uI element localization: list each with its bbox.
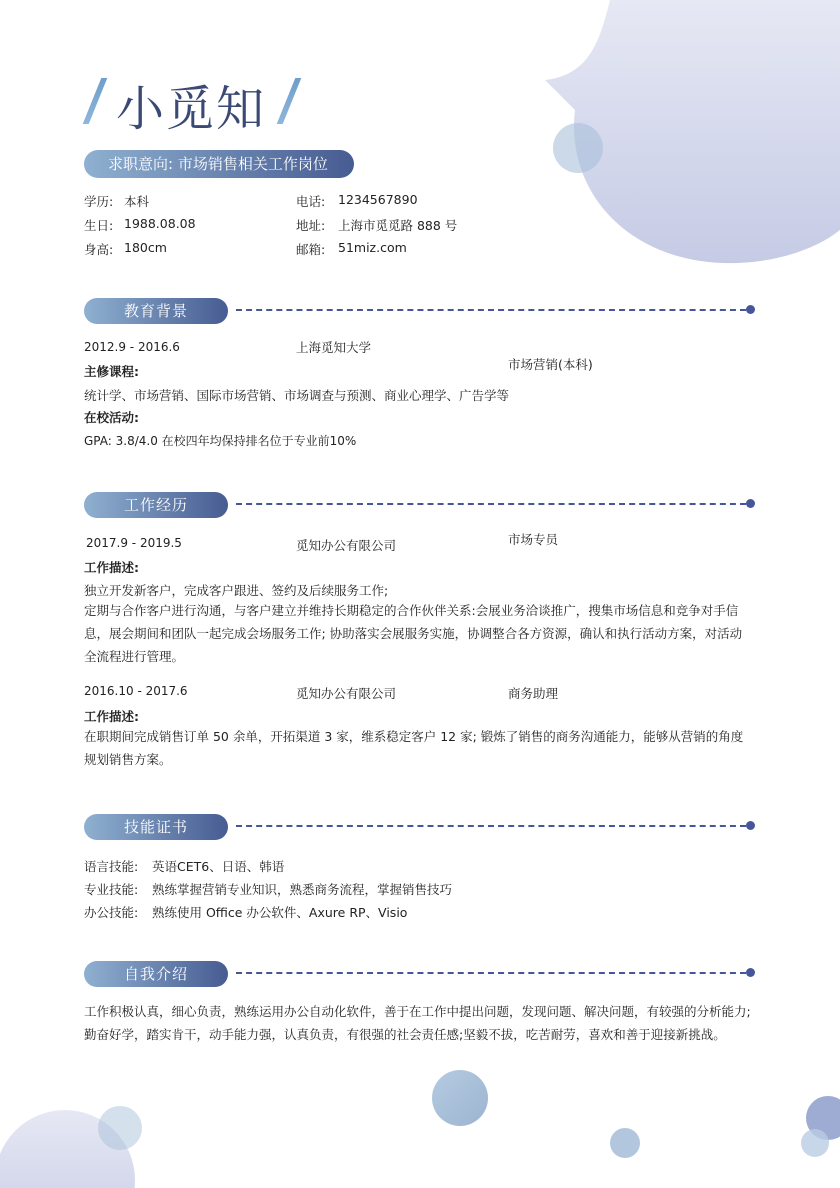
section-divider <box>236 825 746 827</box>
candidate-name: 小觅知 <box>116 81 267 137</box>
edu-school: 上海觅知大学 <box>296 340 372 355</box>
job-desc-label: 工作描述: <box>84 709 139 724</box>
height-label: 身高: <box>84 242 114 257</box>
email-value: 51miz.com <box>338 240 407 255</box>
section-title-education: 教育背景 <box>84 298 228 324</box>
bottom-left-small-bubble <box>98 1106 142 1150</box>
divider-dot <box>746 499 755 508</box>
job-desc-paragraph: 定期与合作客户进行沟通，与客户建立并维持长期稳定的合作伙伴关系:会展业务洽谈推广，搜集市场信息和竞争对手信息，展会期间和团队一起完成会场服务工作; 协助落实会展服务实施，协调整合各方资源，确认和执行活动方案，对活动全流程进行管理。 <box>84 603 743 664</box>
job-company: 觅知办公有限公司 <box>296 686 397 701</box>
courses-value: 统计学、市场营销、国际市场营销、市场调查与预测、商业心理学、广告学等 <box>84 388 510 403</box>
skill-label: 办公技能: <box>84 905 139 920</box>
divider-dot <box>746 821 755 830</box>
bottom-center-small-bubble <box>610 1128 640 1158</box>
birth-label: 生日: <box>84 218 114 233</box>
skill-label: 语言技能: <box>84 859 139 874</box>
address-label: 地址: <box>296 218 326 233</box>
activities-label: 在校活动: <box>84 410 139 425</box>
job-period: 2017.9 - 2019.5 <box>86 536 182 550</box>
bottom-right-small-bubble <box>801 1129 829 1157</box>
job-intent-badge: 求职意向: 市场销售相关工作岗位 <box>84 150 354 178</box>
divider-dot <box>746 305 755 314</box>
section-title-work: 工作经历 <box>84 492 228 518</box>
education-label: 学历: <box>84 194 114 209</box>
job-period: 2016.10 - 2017.6 <box>84 684 188 698</box>
job-company: 觅知办公有限公司 <box>296 538 397 553</box>
birth-value: 1988.08.08 <box>124 216 196 231</box>
courses-label: 主修课程: <box>84 364 139 379</box>
self-introduction: 工作积极认真，细心负责，熟练运用办公自动化软件，善于在工作中提出问题，发现问题、解决问题，有较强的分析能力;勤奋好学，踏实肯干，动手能力强，认真负责，有很强的社会责任感;坚毅不拔，吃苦耐劳，喜欢和善于迎接新挑战。 <box>84 1004 751 1042</box>
job-desc-label: 工作描述: <box>84 560 139 575</box>
activities-value: GPA: 3.8/4.0 在校四年均保持排名位于专业前10% <box>84 434 357 448</box>
edu-period: 2012.9 - 2016.6 <box>84 340 180 354</box>
section-title-skills: 技能证书 <box>84 814 228 840</box>
job-position: 商务助理 <box>508 686 559 701</box>
section-divider <box>236 972 746 974</box>
divider-dot <box>746 968 755 977</box>
education-value: 本科 <box>124 194 150 209</box>
height-value: 180cm <box>124 240 167 255</box>
small-bubble-top <box>553 123 603 173</box>
job-position: 市场专员 <box>508 532 559 547</box>
skill-value: 熟练掌握营销专业知识，熟悉商务流程，掌握销售技巧 <box>152 882 453 897</box>
skill-label: 专业技能: <box>84 882 139 897</box>
bottom-center-bubble <box>432 1070 488 1126</box>
skill-value: 英语CET6、日语、韩语 <box>152 859 285 874</box>
job-desc-paragraph: 在职期间完成销售订单 50 余单，开拓渠道 3 家，维系稳定客户 12 家; 锻炼了销售的商务沟通能力，能够从营销的角度规划销售方案。 <box>84 729 744 767</box>
phone-label: 电话: <box>296 194 326 209</box>
section-title-about: 自我介绍 <box>84 961 228 987</box>
email-label: 邮箱: <box>296 242 326 257</box>
skill-value: 熟练使用 Office 办公软件、Axure RP、Visio <box>152 905 408 920</box>
edu-major: 市场营销(本科) <box>508 357 593 372</box>
section-divider <box>236 503 746 505</box>
address-value: 上海市觅觅路 888 号 <box>338 218 458 233</box>
job-desc-line: 独立开发新客户，完成客户跟进、签约及后续服务工作; <box>84 583 389 598</box>
phone-value: 1234567890 <box>338 192 418 207</box>
section-divider <box>236 309 746 311</box>
